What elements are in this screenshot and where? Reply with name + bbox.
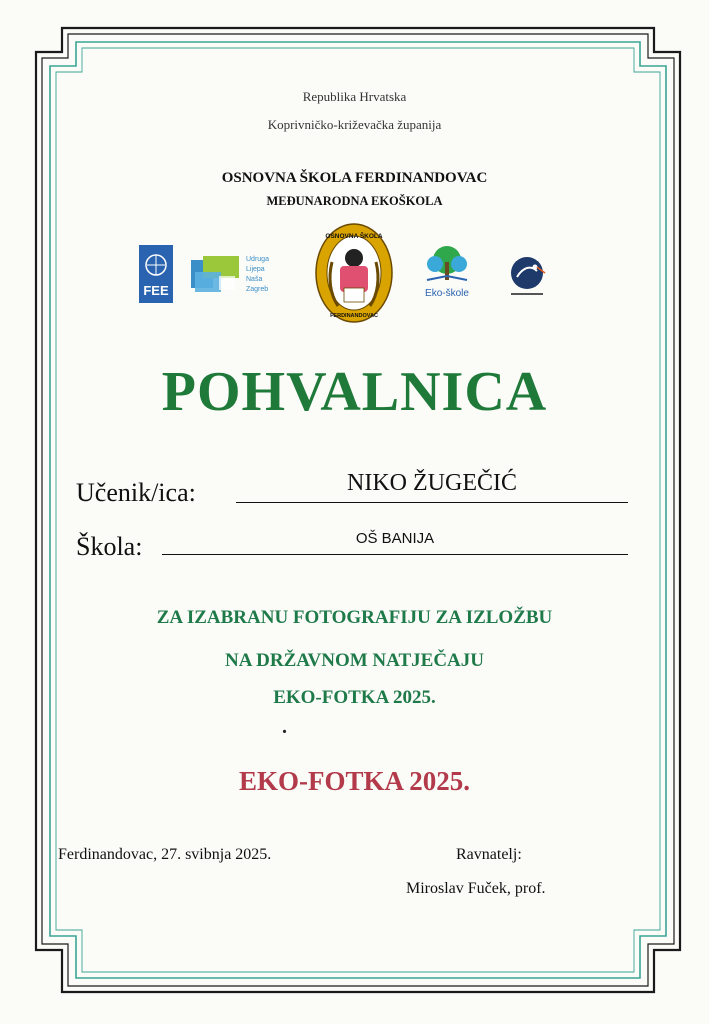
seal-bottom-text: FERDINANDOVAC [330, 313, 378, 319]
udruga-line-2: Lijepa [246, 266, 265, 273]
student-name: NIKO ŽUGEČIĆ [347, 470, 517, 496]
student-underline [236, 502, 628, 503]
seal-top-text: OSNOVNA ŠKOLA [325, 233, 383, 240]
country-text: Republika Hrvatska [302, 89, 407, 104]
fee-logo [139, 245, 173, 303]
school-subtitle: MEĐUNARODNA EKOŠKOLA [266, 194, 443, 208]
fee-logo-text: FEE [143, 283, 169, 298]
certificate-title: POHVALNICA [161, 361, 548, 423]
udruga-line-4: Zagreb [246, 286, 269, 293]
stray-dot: . [282, 716, 287, 738]
udruga-line-3: Naša [246, 276, 263, 283]
body-line-1: ZA IZABRANU FOTOGRAFIJU ZA IZLOŽBU [156, 607, 553, 628]
body-line-2: NA DRŽAVNOM NATJEČAJU [225, 650, 484, 671]
school-value: OŠ BANIJA [355, 530, 435, 547]
school-label: Škola: [76, 532, 143, 561]
signer-role: Ravnatelj: [456, 846, 522, 863]
body-line-3: EKO-FOTKA 2025. [273, 687, 436, 708]
highlight-text: EKO-FOTKA 2025. [238, 766, 471, 796]
school-underline [162, 554, 628, 555]
eko-skole-logo [415, 240, 479, 302]
udruga-logo [189, 252, 289, 298]
signer-name: Miroslav Fuček, prof. [406, 880, 546, 897]
school-seal-logo [314, 222, 394, 324]
school-name: OSNOVNA ŠKOLA FERDINANDOVAC [221, 170, 488, 186]
place-date: Ferdinandovac, 27. svibnja 2025. [58, 846, 272, 863]
county-text: Koprivničko-križevačka županija [267, 117, 442, 132]
stork-logo [505, 253, 549, 301]
student-label: Učenik/ica: [76, 478, 196, 507]
udruga-line-1: Udruga [246, 256, 269, 263]
eko-skole-text: Eko-škole [425, 288, 469, 299]
